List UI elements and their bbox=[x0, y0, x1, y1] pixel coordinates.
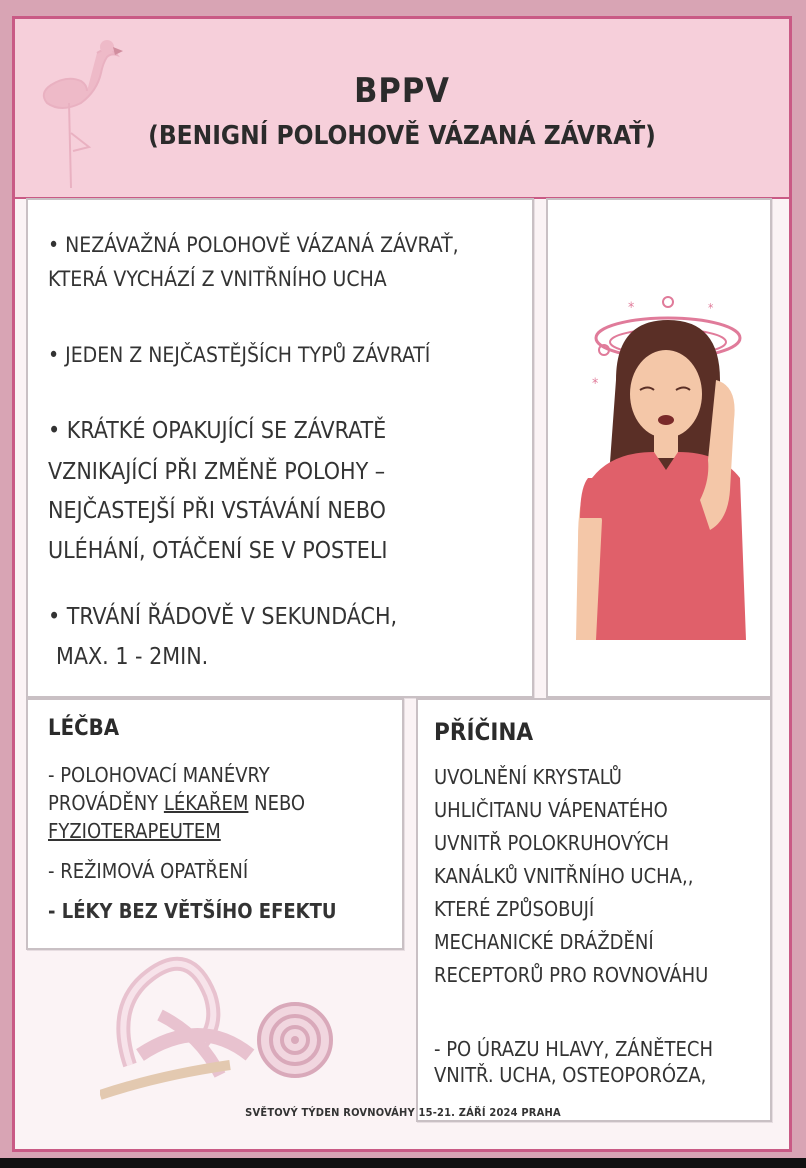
treatment-line: - LÉKY BEZ VĚTŠÍHO EFEKTU bbox=[48, 899, 337, 923]
svg-text:*: * bbox=[592, 376, 599, 392]
cause-line: RECEPTORŮ PRO ROVNOVÁHU bbox=[434, 963, 709, 987]
bullet-line: • JEDEN Z NEJČASTĚJŠÍCH TYPŮ ZÁVRATÍ bbox=[48, 343, 431, 367]
bullet-line: ULÉHÁNÍ, OTÁČENÍ SE V POSTELI bbox=[48, 538, 388, 564]
cause-line: - PO ÚRAZU HLAVY, ZÁNĚTECH bbox=[434, 1037, 713, 1061]
treatment-text-underlined: LÉKAŘEM bbox=[163, 791, 249, 815]
page-title: BPPV bbox=[354, 71, 450, 111]
treatment-line: FYZIOTERAPEUTEM bbox=[48, 819, 221, 843]
treatment-text: PROVÁDĚNY bbox=[48, 791, 164, 815]
cause-box bbox=[416, 698, 772, 1122]
treatment-line: - REŽIMOVÁ OPATŘENÍ bbox=[48, 859, 249, 883]
bullet-line: KTERÁ VYCHÁZÍ Z VNITŘNÍHO UCHA bbox=[48, 267, 387, 291]
svg-text:*: * bbox=[628, 300, 635, 316]
header-banner bbox=[15, 19, 789, 199]
svg-text:*: * bbox=[708, 301, 714, 315]
flamingo-icon bbox=[27, 33, 127, 193]
footer-text: SVĚTOVÝ TÝDEN ROVNOVÁHY 15-21. ZÁŘÍ 2024 PRAHA bbox=[245, 1106, 561, 1119]
treatment-box bbox=[26, 698, 404, 950]
dizzy-woman-icon bbox=[568, 290, 758, 650]
treatment-line bbox=[48, 790, 305, 817]
cause-line: UVNITŘ POLOKRUHOVÝCH bbox=[434, 831, 670, 855]
inner-ear-icon bbox=[100, 945, 350, 1115]
bullet-line: • NEZÁVAŽNÁ POLOHOVĚ VÁZANÁ ZÁVRAŤ, bbox=[48, 233, 459, 257]
cause-line: KANÁLKŮ VNITŘNÍHO UCHA,, bbox=[434, 864, 694, 888]
info-box bbox=[26, 198, 534, 698]
cause-heading: PŘÍČINA bbox=[434, 718, 534, 746]
cause-line: MECHANICKÉ DRÁŽDĚNÍ bbox=[434, 930, 654, 954]
page-subtitle: (BENIGNÍ POLOHOVĚ VÁZANÁ ZÁVRAŤ) bbox=[148, 121, 656, 151]
bullet-line: • TRVÁNÍ ŘÁDOVĚ V SEKUNDÁCH, bbox=[48, 604, 398, 630]
bullet-line: VZNIKAJÍCÍ PŘI ZMĚNĚ POLOHY – bbox=[48, 459, 386, 485]
treatment-heading: LÉČBA bbox=[48, 716, 120, 741]
treatment-text: NEBO bbox=[248, 791, 306, 815]
bullet-line: MAX. 1 - 2MIN. bbox=[56, 644, 209, 670]
bottom-bar bbox=[0, 1158, 806, 1168]
cause-line: UVOLNĚNÍ KRYSTALŮ bbox=[434, 765, 622, 789]
bullet-line: NEJČASTEJŠÍ PŘI VSTÁVÁNÍ NEBO bbox=[48, 498, 386, 524]
bullet-line: • KRÁTKÉ OPAKUJÍCÍ SE ZÁVRATĚ bbox=[48, 418, 387, 444]
cause-line: KTERÉ ZPŮSOBUJÍ bbox=[434, 897, 595, 921]
cause-line: VNITŘ. UCHA, OSTEOPORÓZA, bbox=[434, 1063, 707, 1087]
cause-line: UHLIČITANU VÁPENATÉHO bbox=[434, 798, 668, 822]
treatment-line: - POLOHOVACÍ MANÉVRY bbox=[48, 763, 270, 787]
